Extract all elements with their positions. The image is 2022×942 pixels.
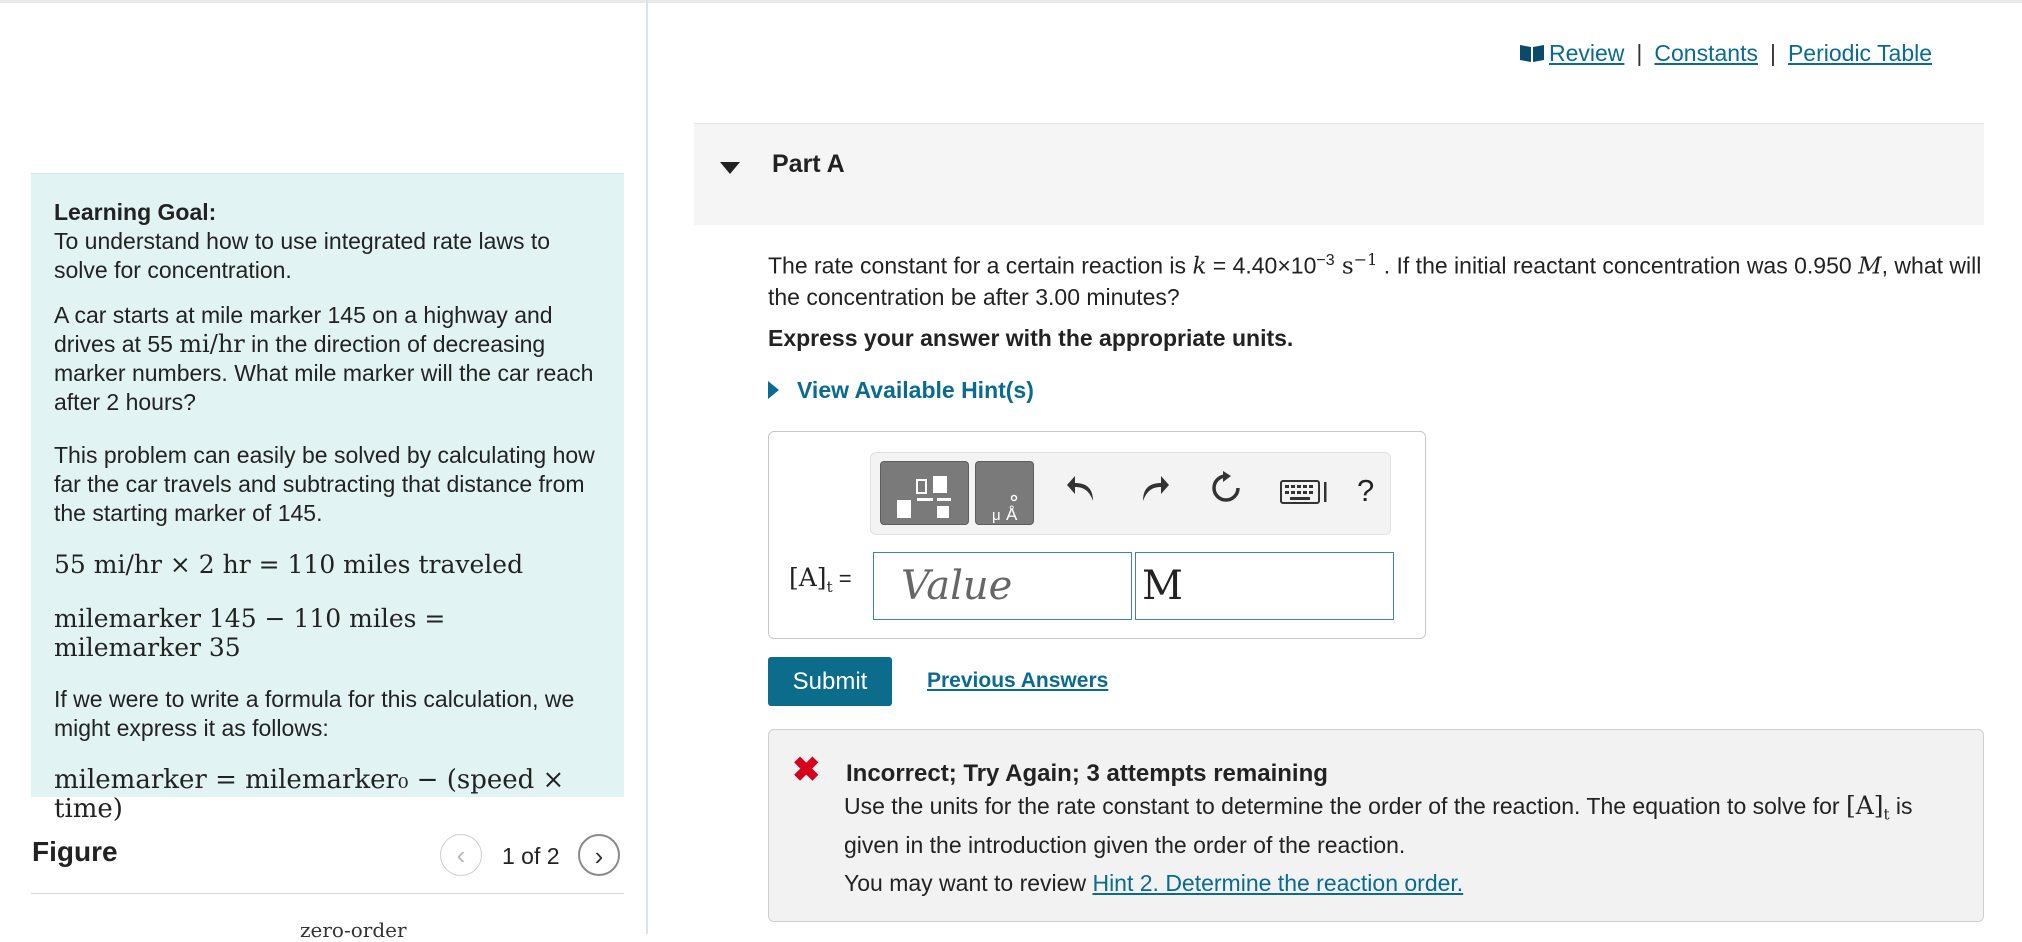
caret-right-icon <box>768 381 779 399</box>
unit-input[interactable]: M <box>1135 552 1394 620</box>
feedback-body-2: is given in the introduction given the order of the reaction. <box>844 793 1913 858</box>
keyboard-icon[interactable] <box>1280 479 1330 510</box>
part-title: Part A <box>772 150 845 178</box>
answer-instruction: Express your answer with the appropriate units. <box>768 325 1294 351</box>
feedback-body <box>844 791 1964 860</box>
figure-prev-button[interactable] <box>440 834 482 876</box>
figure-caption-snippet: zero-order <box>300 918 407 942</box>
feedback-title: Incorrect; Try Again; 3 attempts remaining <box>846 760 1328 787</box>
periodic-table-link[interactable]: Periodic Table <box>1787 40 1933 66</box>
example-text-2: in the direction of decreasing marker numbers. What mile marker will the car reach after 2 hours? <box>54 331 594 415</box>
answer-box <box>768 431 1426 639</box>
part-a-header[interactable] <box>694 123 1984 225</box>
units-button[interactable] <box>975 461 1034 525</box>
constants-link[interactable]: Constants <box>1654 40 1758 66</box>
review-link[interactable]: Review <box>1549 40 1625 66</box>
question-part1: The rate constant for a certain reaction is <box>768 252 1193 279</box>
collapse-caret-icon[interactable] <box>720 162 740 174</box>
learning-goal-text: To understand how to use integrated rate laws to solve for concentration. <box>54 228 551 283</box>
panel-divider <box>646 0 648 934</box>
example-text-1: A car starts at mile marker 145 on a highway and drives at 55 <box>54 302 553 357</box>
hint-2-link[interactable]: Hint 2. Determine the reaction order. <box>1092 870 1464 896</box>
feedback-review-text: You may want to review <box>844 870 1093 896</box>
rate-constant-unit: s <box>1334 253 1354 280</box>
equation-formula: milemarker = milemarker₀ − (speed × time) <box>54 765 565 824</box>
figure-next-button[interactable] <box>578 834 620 876</box>
answer-label-main: [A] <box>789 563 827 592</box>
chevron-right-icon: › <box>594 841 604 871</box>
explanation-paragraph: This problem can easily be solved by calculating how far the car travels and subtracting that distance from the starting marker of 145. <box>54 442 595 526</box>
view-hints-toggle[interactable] <box>768 377 1034 404</box>
templates-icon <box>881 462 968 524</box>
submit-button[interactable]: Submit <box>768 657 892 706</box>
question-part3: , what will the concentration be after 3.00 minutes? <box>768 252 1982 310</box>
feedback-body-1: Use the units for the rate constant to determine the order of the reaction. The equation to solve for <box>844 793 1846 819</box>
svg-text:Å: Å <box>1006 505 1018 524</box>
formula-intro: If we were to write a formula for this calculation, we might express it as follows: <box>54 686 575 741</box>
reset-icon[interactable] <box>1209 471 1243 514</box>
answer-label-eq: = <box>832 566 852 591</box>
book-icon <box>1519 42 1545 69</box>
rate-constant-value: = 4.40×10 <box>1206 252 1317 279</box>
question-part2: . If the initial reactant concentration was 0.950 <box>1377 252 1859 279</box>
equation-distance: 55 mi/hr × 2 hr = 110 miles traveled <box>54 550 524 579</box>
separator: | <box>1636 40 1643 66</box>
example-paragraph <box>54 301 600 417</box>
equation-milemarker: milemarker 145 − 110 miles = milemarker 35 <box>54 604 446 662</box>
chevron-left-icon: ‹ <box>456 840 466 870</box>
learning-goal-panel <box>31 173 624 824</box>
incorrect-x-icon: ✖ <box>792 751 821 789</box>
undo-icon[interactable] <box>1067 471 1097 514</box>
rate-constant-symbol: k <box>1192 253 1207 280</box>
rate-constant-exponent: −3 <box>1316 252 1335 269</box>
value-input[interactable]: Value <box>873 552 1132 620</box>
feedback-box <box>768 729 1984 922</box>
feedback-review <box>844 870 1463 897</box>
help-button[interactable]: ? <box>1357 473 1375 508</box>
templates-button[interactable] <box>880 461 969 525</box>
figure-title: Figure <box>32 836 118 867</box>
resource-links <box>1519 40 1932 69</box>
question-text <box>768 245 1983 312</box>
redo-icon[interactable] <box>1139 471 1169 514</box>
feedback-concentration: [A] <box>1845 791 1884 820</box>
units-icon <box>976 462 1033 524</box>
learning-goal-title: Learning Goal: <box>54 199 217 225</box>
math-toolbar <box>870 452 1391 535</box>
molarity-symbol: M <box>1858 253 1882 280</box>
svg-text:μ: μ <box>992 507 1001 524</box>
previous-answers-link[interactable]: Previous Answers <box>927 669 1109 692</box>
example-units: mi/hr <box>179 330 245 358</box>
feedback-concentration-sub: t <box>1883 805 1890 824</box>
answer-label <box>789 563 852 596</box>
separator: | <box>1769 40 1776 66</box>
figure-count: 1 of 2 <box>502 843 560 869</box>
answer-label-sub: t <box>826 578 833 596</box>
figure-header <box>31 826 624 894</box>
top-rule <box>0 0 2022 3</box>
hints-label: View Available Hint(s) <box>797 377 1034 403</box>
rate-constant-unit-exponent: −1 <box>1353 250 1378 269</box>
